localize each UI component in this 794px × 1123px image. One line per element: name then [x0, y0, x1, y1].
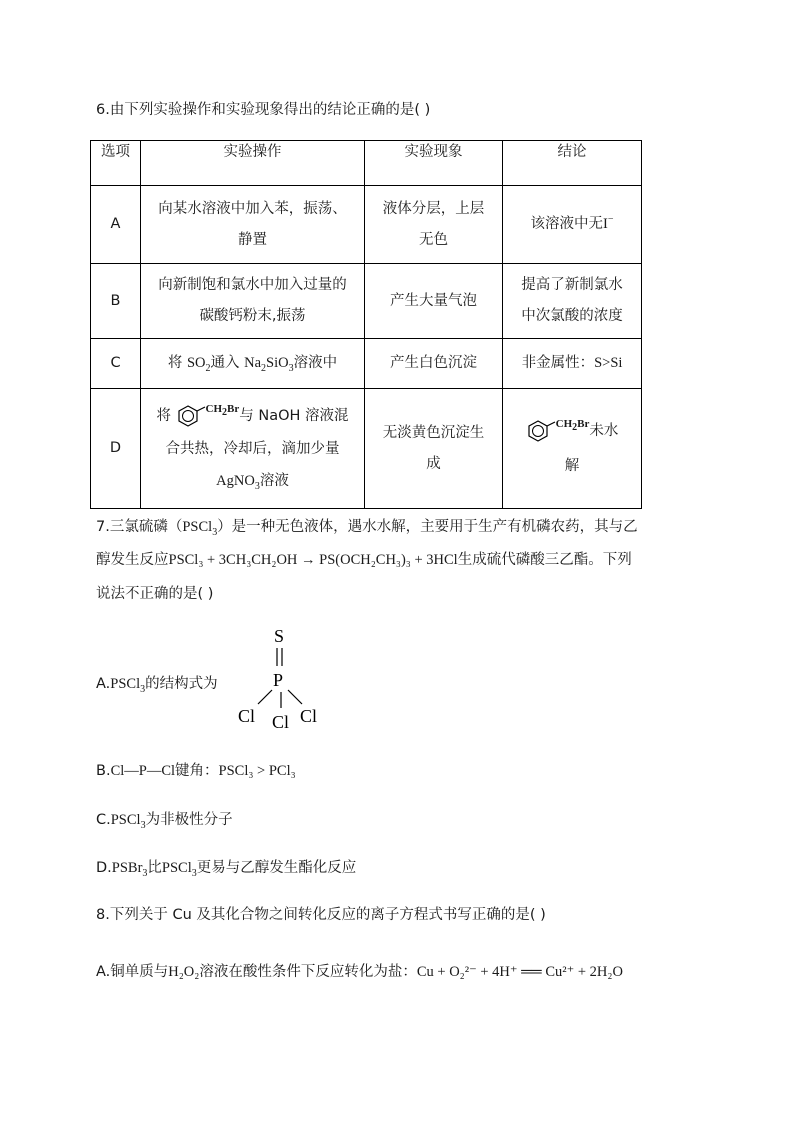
- phosphorus-atom-label: P: [273, 670, 284, 690]
- option-7d: D.PSBr$_3$比PSCl$_3$更易与乙醇发生酯化反应: [96, 860, 357, 879]
- option-7a: A.PSCl$_3$的结构式为: [96, 676, 218, 695]
- header-conclusion: 结论: [503, 141, 642, 186]
- conclusion-cell: 该溶液中无I−: [503, 186, 642, 264]
- option-cell: D: [91, 389, 141, 509]
- header-option: 选项: [91, 141, 141, 186]
- phenomenon-cell: 液体分层，上层 无色: [365, 186, 503, 264]
- operation-cell: 向某水溶液中加入苯，振荡、 静置: [141, 186, 365, 264]
- operation-cell: 将 $SO_2$通入 $Na_2SiO_3$溶液中: [141, 339, 365, 389]
- table-row: [91, 389, 642, 509]
- option-7c: C.PSCl$_3$为非极性分子: [96, 812, 233, 831]
- pscl3-structure-diagram: [232, 624, 332, 734]
- table-header-row: [91, 141, 642, 186]
- conclusion-cell: 非金属性：S>Si: [503, 339, 642, 389]
- benzene-ring-icon: [176, 404, 206, 428]
- table-row: [91, 186, 642, 264]
- benzyl-group-label: CH2Br: [205, 403, 240, 419]
- question-7-line-3: 说法不正确的是( ): [96, 586, 214, 602]
- reaction-equation: PSCl₃ + 3CH₃CH₂OH → PS(OCH₂CH₃)₃ + 3HCl: [168, 552, 458, 568]
- header-operation: 实验操作: [141, 141, 365, 186]
- question-7-line-2: 醇发生反应PSCl₃ + 3CH₃CH₂OH → PS(OCH₂CH₃)₃ + 3HCl生成硫代磷酸三乙酯。下列: [96, 552, 632, 568]
- option-8a: A.铜单质与H₂O₂溶液在酸性条件下反应转化为盐：Cu + O₂²⁻ + 4H⁺ ══ Cu²⁺ + 2H₂O: [96, 964, 623, 980]
- phenomenon-cell: 产生大量气泡: [365, 264, 503, 339]
- phenomenon-cell: 产生白色沉淀: [365, 339, 503, 389]
- benzyl-group-label: CH2Br: [555, 418, 590, 434]
- operation-cell: 向新制饱和氯水中加入过量的 碳酸钙粉末,振荡: [141, 264, 365, 339]
- option-cell: B: [91, 264, 141, 339]
- table-row: [91, 339, 642, 389]
- header-phenomenon: 实验现象: [365, 141, 503, 186]
- question-8-stem: 8.下列关于 Cu 及其化合物之间转化反应的离子方程式书写正确的是( ): [96, 907, 546, 923]
- chlorine-atom-label: Cl: [238, 706, 256, 726]
- option-7b: B.Cl—P—Cl键角：PSCl₃ > PCl₃: [96, 763, 296, 779]
- conclusion-cell: 提高了新制氯水 中次氯酸的浓度: [503, 264, 642, 339]
- experiment-table: [90, 140, 642, 509]
- sulfur-atom-label: S: [274, 626, 285, 646]
- operation-cell: 将 $^{CH_2Br}$与 NaOH 溶液混 合共热，冷却后，滴加少量 AgNO$_3$溶液: [141, 389, 365, 509]
- table-row: [91, 264, 642, 339]
- question-7-line-1: 7.三氯硫磷（PSCl$_3$）是一种无色液体，遇水水解，主要用于生产有机磷农药，其与乙: [96, 519, 638, 538]
- phenomenon-cell: 无淡黄色沉淀生 成: [365, 389, 503, 509]
- question-6-stem: 6.由下列实验操作和实验现象得出的结论正确的是( ): [96, 102, 431, 118]
- chlorine-atom-label: Cl: [300, 706, 318, 726]
- chlorine-atom-label: Cl: [272, 712, 290, 732]
- ionic-equation: Cu + O₂²⁻ + 4H⁺ ══ Cu²⁺ + 2H₂O: [416, 964, 623, 980]
- option-cell: A: [91, 186, 141, 264]
- option-cell: C: [91, 339, 141, 389]
- conclusion-cell: $^{CH_2Br}$未水 解: [503, 389, 642, 509]
- benzene-ring-icon: [526, 419, 556, 443]
